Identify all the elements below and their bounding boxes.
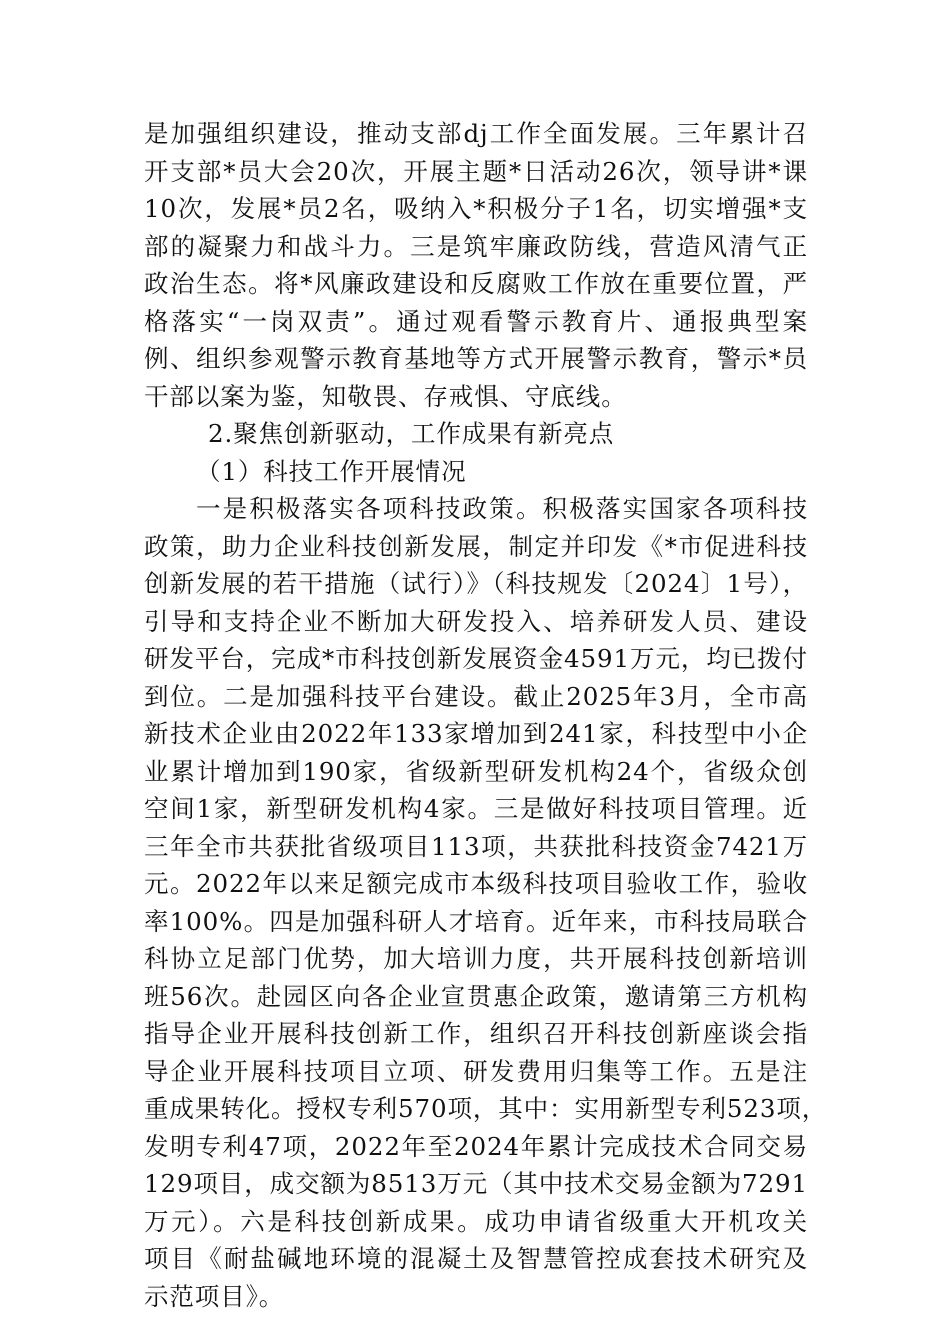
paragraph-line: 业累计增加到190家，省级新型研发机构24个，省级众创 bbox=[144, 756, 808, 786]
paragraph-line: 重成果转化。授权专利570项，其中：实用新型专利523项， bbox=[144, 1094, 828, 1123]
subsection-heading: （1）科技工作开展情况 bbox=[196, 456, 467, 486]
paragraph-line: 万元）。六是科技创新成果。成功申请省级重大开机攻关 bbox=[144, 1206, 808, 1236]
paragraph-line: 三年全市共获批省级项目113项，共获批科技资金7421万 bbox=[144, 831, 808, 861]
section-heading: 2.聚焦创新驱动，工作成果有新亮点 bbox=[208, 419, 615, 448]
paragraph-line: 部的凝聚力和战斗力。三是筑牢廉政防线，营造风清气正 bbox=[144, 231, 808, 261]
paragraph-line: 格落实“一岗双责”。通过观看警示教育片、通报典型案 bbox=[144, 306, 808, 336]
paragraph-line: 引导和支持企业不断加大研发投入、培养研发人员、建设 bbox=[144, 606, 808, 636]
paragraph-line: 是加强组织建设，推动支部dj工作全面发展。三年累计召 bbox=[144, 119, 808, 148]
paragraph-line: 研发平台，完成*市科技创新发展资金4591万元，均已拨付 bbox=[144, 644, 808, 673]
paragraph-line: 开支部*员大会20次，开展主题*日活动26次，领导讲*课 bbox=[144, 156, 808, 186]
paragraph-line: 元。2022年以来足额完成市本级科技项目验收工作，验收 bbox=[144, 869, 808, 898]
paragraph-line: 导企业开展科技项目立项、研发费用归集等工作。五是注 bbox=[144, 1056, 808, 1086]
paragraph-line: 一是积极落实各项科技政策。积极落实国家各项科技 bbox=[196, 494, 808, 523]
paragraph-line: 干部以案为鉴，知敬畏、存戒惧、守底线。 bbox=[144, 381, 627, 411]
paragraph-line: 示范项目》。 bbox=[144, 1281, 285, 1311]
paragraph-line: 129项目，成交额为8513万元（其中技术交易金额为7291 bbox=[144, 1169, 808, 1198]
paragraph-line: 率100%。四是加强科研人才培育。近年来，市科技局联合 bbox=[144, 906, 808, 936]
paragraph-line: 政策，助力企业科技创新发展，制定并印发《*市促进科技 bbox=[144, 531, 808, 561]
paragraph-line: 例、组织参观警示教育基地等方式开展警示教育，警示*员 bbox=[144, 344, 808, 373]
paragraph-line: 空间1家，新型研发机构4家。三是做好科技项目管理。近 bbox=[144, 794, 808, 823]
paragraph-line: 新技术企业由2022年133家增加到241家，科技型中小企 bbox=[144, 719, 808, 748]
paragraph-line: 班56次。赴园区向各企业宣贯惠企政策，邀请第三方机构 bbox=[144, 981, 808, 1011]
paragraph-line: 指导企业开展科技创新工作，组织召开科技创新座谈会指 bbox=[144, 1019, 808, 1048]
document-body bbox=[144, 115, 828, 1315]
paragraph-line: 项目《耐盐碱地环境的混凝土及智慧管控成套技术研究及 bbox=[144, 1244, 808, 1273]
paragraph-line: 创新发展的若干措施（试行）》（科技规发〔2024〕1号）， bbox=[144, 569, 808, 598]
paragraph-line: 政治生态。将*风廉政建设和反腐败工作放在重要位置，严 bbox=[144, 269, 808, 298]
paragraph-line: 发明专利47项，2022年至2024年累计完成技术合同交易 bbox=[144, 1131, 808, 1161]
paragraph-line: 10次，发展*员2名，吸纳入*积极分子1名，切实增强*支 bbox=[144, 194, 808, 223]
paragraph-line: 到位。二是加强科技平台建设。截止2025年3月，全市高 bbox=[144, 681, 808, 711]
paragraph-line: 科协立足部门优势，加大培训力度，共开展科技创新培训 bbox=[144, 944, 808, 973]
